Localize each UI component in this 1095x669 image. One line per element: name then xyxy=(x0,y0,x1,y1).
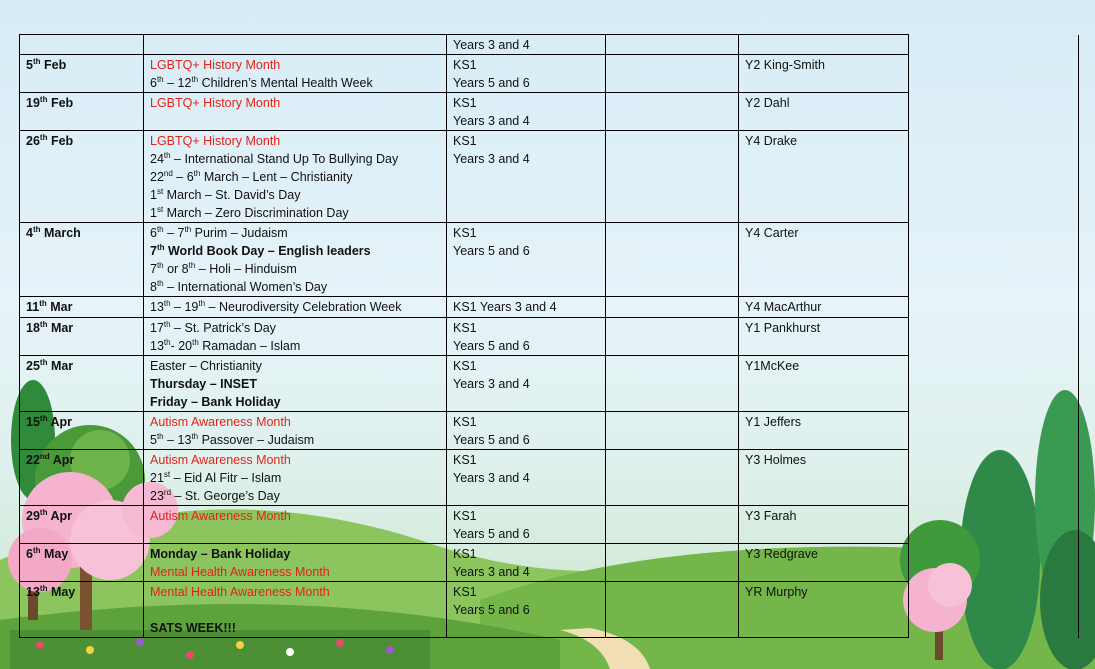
year-group-line: Years 3 and 4 xyxy=(453,38,530,52)
year-groups-cell xyxy=(447,544,606,582)
blank-cell xyxy=(606,412,739,450)
year-group-line: Years 5 and 6 xyxy=(453,76,530,90)
event-line: 21st – Eid Al Fitr – Islam xyxy=(150,470,282,485)
blank-cell xyxy=(606,582,739,638)
blank-end-cell xyxy=(909,412,1079,450)
class-cell: Y4 Carter xyxy=(739,223,909,297)
year-groups-cell xyxy=(447,356,606,412)
event-line: 7th or 8th – Holi – Hinduism xyxy=(150,261,297,276)
blank-cell xyxy=(606,223,739,297)
blank-cell xyxy=(606,131,739,223)
event-line: Autism Awareness Month xyxy=(150,509,291,523)
class-cell: Y3 Redgrave xyxy=(739,544,909,582)
events-cell xyxy=(144,297,447,318)
schedule-row xyxy=(20,35,1079,55)
event-line: 1st March – Zero Discrimination Day xyxy=(150,205,349,220)
year-group-line: Years 3 and 4 xyxy=(453,152,530,166)
class-cell: Y4 Drake xyxy=(739,131,909,223)
year-group-line: KS1 xyxy=(453,96,477,110)
events-cell xyxy=(144,450,447,506)
class-cell: YR Murphy xyxy=(739,582,909,638)
class-cell: Y3 Farah xyxy=(739,506,909,544)
year-group-line: KS1 xyxy=(453,415,477,429)
week-date-cell: 19th Feb xyxy=(20,93,144,131)
blank-end-cell xyxy=(909,35,1079,55)
events-cell xyxy=(144,356,447,412)
events-cell xyxy=(144,223,447,297)
blank-cell xyxy=(606,450,739,506)
year-groups-cell xyxy=(447,131,606,223)
blank-end-cell xyxy=(909,93,1079,131)
schedule-body xyxy=(20,35,1079,638)
schedule-row xyxy=(20,582,1079,638)
year-group-line: KS1 xyxy=(453,509,477,523)
event-line: 5th – 13th Passover – Judaism xyxy=(150,432,315,447)
year-groups-cell xyxy=(447,55,606,93)
year-groups-cell xyxy=(447,506,606,544)
schedule-row xyxy=(20,318,1079,356)
year-group-line: KS1 xyxy=(453,453,477,467)
week-date-cell: 4th March xyxy=(20,223,144,297)
year-group-line: Years 5 and 6 xyxy=(453,433,530,447)
event-line: 24th – International Stand Up To Bullying Day xyxy=(150,151,399,166)
events-cell xyxy=(144,582,447,638)
year-group-line: KS1 xyxy=(453,547,477,561)
schedule-row xyxy=(20,131,1079,223)
week-date-cell xyxy=(20,35,144,55)
schedule-row xyxy=(20,506,1079,544)
event-line: Mental Health Awareness Month xyxy=(150,585,330,599)
blank-end-cell xyxy=(909,223,1079,297)
events-cell xyxy=(144,544,447,582)
event-line: Mental Health Awareness Month xyxy=(150,565,330,579)
class-cell: Y1McKee xyxy=(739,356,909,412)
year-group-line: Years 3 and 4 xyxy=(453,114,530,128)
events-cell xyxy=(144,93,447,131)
week-date-cell: 29th Apr xyxy=(20,506,144,544)
year-group-line: KS1 xyxy=(453,58,477,72)
week-date-cell: 22nd Apr xyxy=(20,450,144,506)
blank-cell xyxy=(606,297,739,318)
event-line: LGBTQ+ History Month xyxy=(150,58,281,72)
event-line: LGBTQ+ History Month xyxy=(150,96,281,110)
year-groups-cell xyxy=(447,223,606,297)
year-group-line: Years 5 and 6 xyxy=(453,603,530,617)
week-date-cell: 15th Apr xyxy=(20,412,144,450)
event-line: Autism Awareness Month xyxy=(150,453,291,467)
blank-end-cell xyxy=(909,356,1079,412)
blank-end-cell xyxy=(909,318,1079,356)
event-line: SATS WEEK!!! xyxy=(150,621,236,635)
blank-cell xyxy=(606,35,739,55)
schedule-row xyxy=(20,93,1079,131)
year-group-line: Years 3 and 4 xyxy=(453,565,530,579)
year-group-line: Years 5 and 6 xyxy=(453,339,530,353)
blank-end-cell xyxy=(909,450,1079,506)
year-groups-cell xyxy=(447,450,606,506)
blank-end-cell xyxy=(909,55,1079,93)
schedule-row xyxy=(20,297,1079,318)
blank-end-cell xyxy=(909,131,1079,223)
schedule-row xyxy=(20,55,1079,93)
events-cell xyxy=(144,131,447,223)
year-groups-cell xyxy=(447,318,606,356)
year-group-line: KS1 xyxy=(453,359,477,373)
blank-cell xyxy=(606,544,739,582)
class-cell xyxy=(739,35,909,55)
event-line: 8th – International Women’s Day xyxy=(150,279,328,294)
class-cell: Y1 Pankhurst xyxy=(739,318,909,356)
schedule-row xyxy=(20,544,1079,582)
year-group-line: KS1 xyxy=(453,321,477,335)
year-group-line: KS1 xyxy=(453,134,477,148)
class-cell: Y3 Holmes xyxy=(739,450,909,506)
blank-cell xyxy=(606,93,739,131)
event-line: Monday – Bank Holiday xyxy=(150,547,291,561)
class-cell: Y4 MacArthur xyxy=(739,297,909,318)
week-date-cell: 6th May xyxy=(20,544,144,582)
event-line: Thursday – INSET xyxy=(150,377,257,391)
year-groups-cell xyxy=(447,35,606,55)
year-groups-cell xyxy=(447,93,606,131)
blank-cell xyxy=(606,506,739,544)
event-line: 6th – 7th Purim – Judaism xyxy=(150,225,288,240)
year-group-line: Years 3 and 4 xyxy=(453,471,530,485)
schedule-row xyxy=(20,412,1079,450)
events-cell xyxy=(144,412,447,450)
week-date-cell: 5th Feb xyxy=(20,55,144,93)
event-line: LGBTQ+ History Month xyxy=(150,134,281,148)
event-line: 6th – 12th Children’s Mental Health Week xyxy=(150,75,373,90)
blank-cell xyxy=(606,55,739,93)
event-line xyxy=(150,601,441,619)
blank-cell xyxy=(606,356,739,412)
week-date-cell: 13th May xyxy=(20,582,144,638)
class-cell: Y2 Dahl xyxy=(739,93,909,131)
year-group-line: Years 5 and 6 xyxy=(453,527,530,541)
week-date-cell: 25th Mar xyxy=(20,356,144,412)
class-cell: Y2 King-Smith xyxy=(739,55,909,93)
event-line: 7th World Book Day – English leaders xyxy=(150,243,371,258)
year-groups-cell xyxy=(447,582,606,638)
schedule-row xyxy=(20,450,1079,506)
events-cell xyxy=(144,35,447,55)
blank-end-cell xyxy=(909,544,1079,582)
event-line: Easter – Christianity xyxy=(150,359,262,373)
class-cell: Y1 Jeffers xyxy=(739,412,909,450)
blank-end-cell xyxy=(909,582,1079,638)
year-group-line: KS1 xyxy=(453,226,477,240)
year-group-line: Years 3 and 4 xyxy=(453,377,530,391)
week-date-cell: 11th Mar xyxy=(20,297,144,318)
blank-end-cell xyxy=(909,506,1079,544)
schedule-row xyxy=(20,356,1079,412)
events-cell xyxy=(144,318,447,356)
schedule-row xyxy=(20,223,1079,297)
event-line: 17th – St. Patrick’s Day xyxy=(150,320,276,335)
event-line: 1st March – St. David’s Day xyxy=(150,187,301,202)
year-groups-cell xyxy=(447,412,606,450)
week-date-cell: 26th Feb xyxy=(20,131,144,223)
year-group-line: KS1 xyxy=(453,585,477,599)
event-line: 13th- 20th Ramadan – Islam xyxy=(150,338,301,353)
year-group-line: Years 5 and 6 xyxy=(453,244,530,258)
events-cell xyxy=(144,55,447,93)
events-cell xyxy=(144,506,447,544)
blank-cell xyxy=(606,318,739,356)
schedule-table xyxy=(19,34,1079,638)
event-line: 13th – 19th – Neurodiversity Celebration Week xyxy=(150,299,402,314)
event-line: Autism Awareness Month xyxy=(150,415,291,429)
year-groups-cell xyxy=(447,297,606,318)
week-date-cell: 18th Mar xyxy=(20,318,144,356)
event-line: Friday – Bank Holiday xyxy=(150,395,281,409)
event-line: 22nd – 6th March – Lent – Christianity xyxy=(150,169,353,184)
blank-end-cell xyxy=(909,297,1079,318)
year-group-line: KS1 Years 3 and 4 xyxy=(453,300,557,314)
event-line: 23rd – St. George’s Day xyxy=(150,488,280,503)
